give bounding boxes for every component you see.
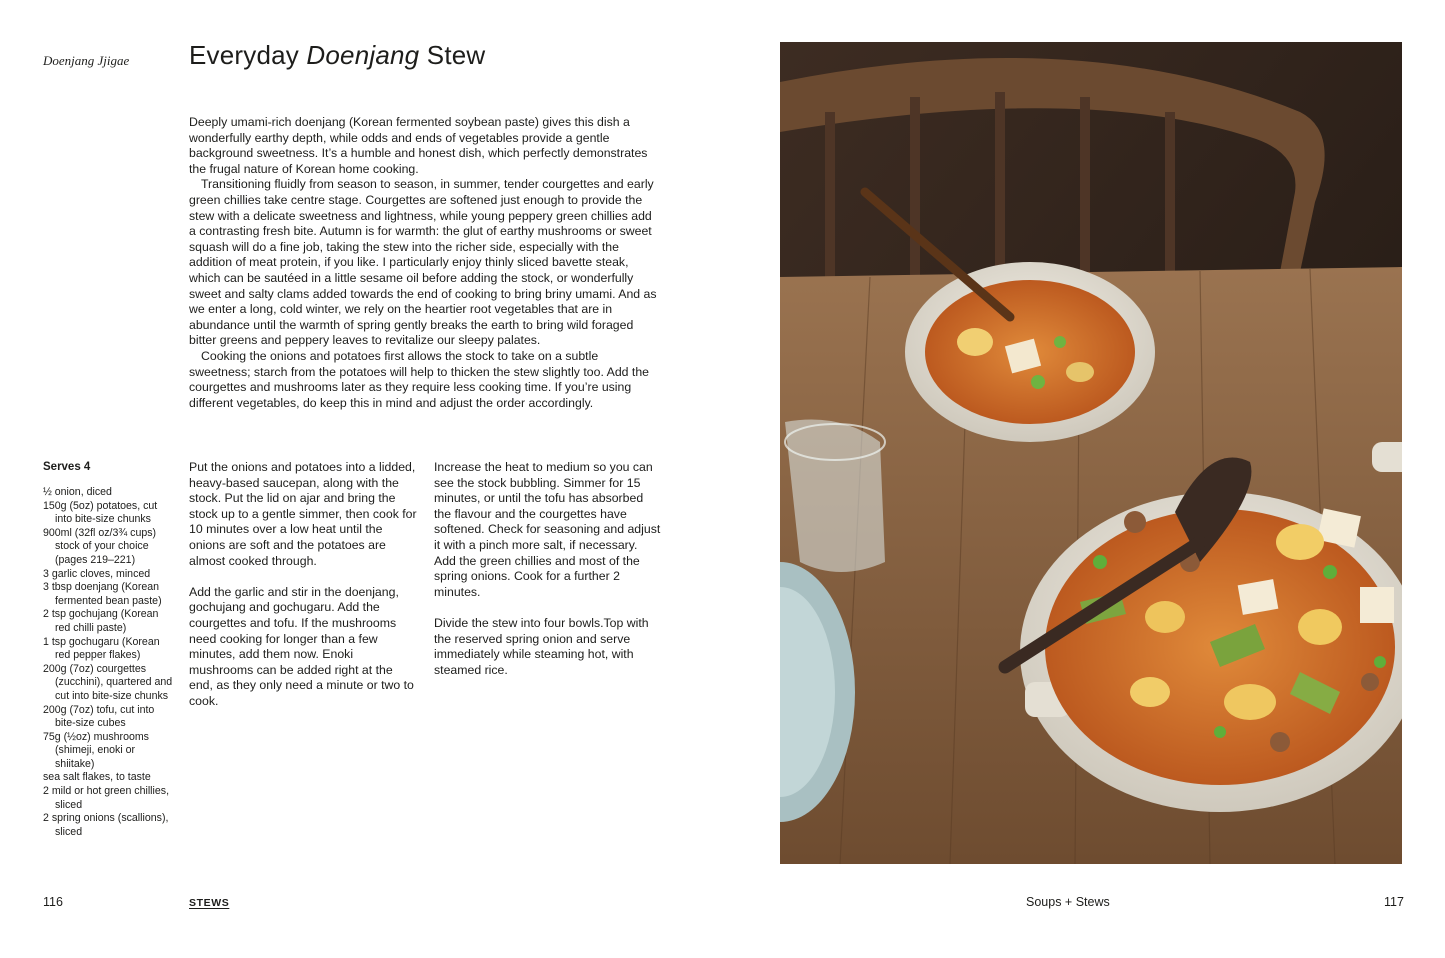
korean-dish-name: Doenjang Jjigae xyxy=(43,53,130,68)
ingredient-item: 200g (7oz) courgettes (zucchini), quartered and cut into bite-size chunks xyxy=(43,662,173,702)
stew-photo xyxy=(780,42,1402,864)
intro-text xyxy=(189,115,661,411)
ingredient-item: 2 mild or hot green chillies, sliced xyxy=(43,785,170,811)
title-part-italic: Doenjang xyxy=(306,40,420,70)
ingredient-item: 200g (7oz) tofu, cut into bite-size cubes xyxy=(43,703,155,730)
page-title xyxy=(189,40,485,71)
title-part-2: Stew xyxy=(426,40,486,70)
ingredient-item: 2 spring onions (scallions), sliced xyxy=(43,812,169,838)
method-step: Add the garlic and stir in the doenjang, gochujang and gochugaru. Add the courgettes and tofu. If the mushrooms need cooking for longer than a few minutes, add them now. Enoki mushrooms can be added right at the end, as they only need a minute or two to cook. xyxy=(189,584,414,708)
ingredient-item: 75g (½oz) mushrooms (shimeji, enoki or shiitake) xyxy=(43,730,149,770)
method-step: Put the onions and potatoes into a lidded, heavy-based saucepan, along with the stock. Put the lid on ajar and bring the stock up to a gentle simmer, then cook for 10 minutes over a low heat until the onions are soft and the potatoes are almost cooked through. xyxy=(189,460,417,568)
method-step: Increase the heat to medium so you can see the stock bubbling. Simmer for 15 minutes, or until the tofu has absorbed the flavour and the courgettes have softened. Check for seasoning and adjust it with a pinch more salt, if necessary. Add the green chillies and most of the spring onions. Cook for a further 2 minutes. xyxy=(434,460,661,599)
method-column-2 xyxy=(434,460,662,694)
title-part-1: Everyday xyxy=(189,40,299,70)
ingredient-item: 3 garlic cloves, minced xyxy=(43,567,151,580)
intro-paragraph: Transitioning fluidly from season to season, in summer, tender courgettes and early green chillies take centre stage. Courgettes are softened just enough to provide the stew with a delicate sweetness and lightness, while young peppery green chillies add a contrasting fresh bite. Autumn is for warmth: the glut of earthy mushrooms or sweet squash will do a fine job, taking the stew into the richer side, especially with the addition of meat protein, if you like. I particularly enjoy thinly sliced bavette steak, which can be sautéed in a little sesame oil before adding the stock, or wonderfully sweet and salty clams added towards the end of cooking to bring briny umami. And as we enter a long, cold winter, we rely on the heartier root vegetables that are in abundance until the warmth of spring gently breaks the earth to bring wild foraged bitter greens and peppery leaves to revitalize our sleepy palates. xyxy=(189,177,657,348)
method-column-1 xyxy=(189,460,417,725)
ingredient-item: 900ml (32fl oz/3¾ cups) stock of your choice (pages 219–221) xyxy=(43,526,157,566)
ingredient-item: 2 tsp gochujang (Korean red chilli paste) xyxy=(43,608,159,634)
ingredient-item: 150g (5oz) potatoes, cut into bite-size chunks xyxy=(43,499,158,526)
page-number-left: 116 xyxy=(43,895,63,909)
section-link[interactable]: STEWS xyxy=(189,897,230,909)
ingredient-item: 1 tsp gochugaru (Korean red pepper flakes) xyxy=(43,635,160,662)
intro-paragraph: Cooking the onions and potatoes first allows the stock to take on a subtle sweetness; starch from the potatoes will help to thicken the stew slightly too. Add the courgettes and mushrooms later as they require less cooking time. If you’re using different vegetables, do keep this in mind and adjust the order accordingly. xyxy=(189,348,650,410)
ingredient-item: sea salt flakes, to taste xyxy=(43,771,151,784)
book-section-label: Soups + Stews xyxy=(1026,895,1110,909)
page-number-right: 117 xyxy=(1384,895,1404,909)
ingredient-item: ½ onion, diced xyxy=(43,486,112,498)
ingredient-list xyxy=(43,486,173,839)
ingredient-item: 3 tbsp doenjang (Korean fermented bean paste) xyxy=(43,581,162,607)
serves-label: Serves 4 xyxy=(43,461,91,473)
intro-paragraph: Deeply umami-rich doenjang (Korean fermented soybean paste) gives this dish a wonderfully earthy depth, while odds and ends of vegetables provide a gentle background sweetness. It’s a humble and honest dish, which perfectly demonstrates the frugal nature of Korean home cooking. xyxy=(189,115,648,176)
method-step: Divide the stew into four bowls.Top with the reserved spring onion and serve immediately while steaming hot, with steamed rice. xyxy=(434,615,649,677)
